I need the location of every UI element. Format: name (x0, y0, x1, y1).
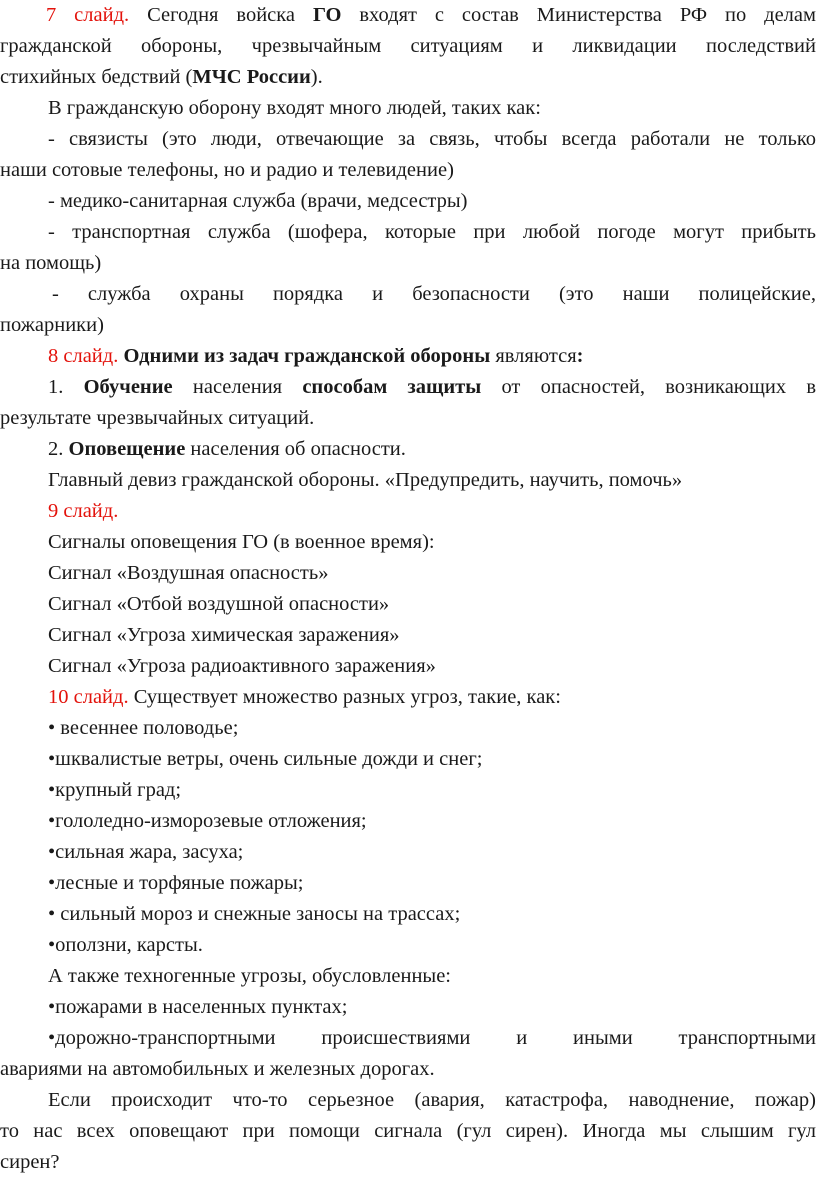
slide-label: 7 слайд. (46, 4, 130, 26)
paragraph-slide-7-line-3 (0, 62, 816, 93)
slide-9-label: 9 слайд. (48, 500, 119, 522)
text: Существует множество разных угроз, такие, как: (128, 686, 561, 708)
paragraph-slide-7-line-2: гражданской обороны, чрезвычайным ситуациям и ликвидации последствий (0, 35, 816, 57)
signal-item: Сигнал «Угроза радиоактивного заражения» (48, 655, 436, 677)
slide-label: 8 слайд. (48, 345, 119, 367)
paragraph-sirens-line-1: Если происходит что-то серьезное (авария, катастрофа, наводнение, пожар) (48, 1089, 816, 1111)
technogenic-item: •пожарами в населенных пунктах; (48, 996, 348, 1018)
text: населения об опасности. (185, 438, 406, 460)
text: являются (490, 345, 577, 367)
text: от опасностей, возникающих в (481, 376, 816, 398)
paragraph-sirens-line-3: сирен? (0, 1151, 60, 1173)
bold-text: Обучение (83, 376, 173, 398)
paragraph-slide-10 (48, 682, 816, 713)
item-signalmen-line-1: - связисты (это люди, отвечающие за связь, чтобы всегда работали не только (48, 128, 816, 150)
signal-item: Сигнал «Угроза химическая заражения» (48, 624, 400, 646)
threat-item: •лесные и торфяные пожары; (48, 872, 304, 894)
technogenic-item-continued: авариями на автомобильных и железных дорогах. (0, 1058, 435, 1080)
bold-text: МЧС России (192, 66, 311, 88)
bold-text: способам защиты (302, 376, 482, 398)
task-2 (48, 434, 816, 465)
signal-item: Сигнал «Воздушная опасность» (48, 562, 329, 584)
text: входят с состав Министерства РФ по делам (341, 4, 816, 26)
signal-item: Сигнал «Отбой воздушной опасности» (48, 593, 390, 615)
text: 2. (48, 438, 69, 460)
bold-text: Оповещение (68, 438, 186, 460)
paragraph-sirens-line-2: то нас всех оповещают при помощи сигнала (гул сирен). Иногда мы слышим гул (0, 1120, 816, 1142)
motto-line: Главный девиз гражданской обороны. «Предупредить, научить, помочь» (48, 469, 683, 491)
technogenic-heading: А также техногенные угрозы, обусловленные: (48, 965, 452, 987)
paragraph-civil-defense-intro: В гражданскую оборону входят много людей, таких как: (48, 97, 541, 119)
bold-text: ГО (312, 4, 342, 26)
threat-item: •гололедно-изморозевые отложения; (48, 810, 367, 832)
signals-heading: Сигналы оповещения ГО (в военное время): (48, 531, 435, 553)
threat-item: •шквалистые ветры, очень сильные дожди и снег; (48, 748, 483, 770)
item-signalmen-line-2: наши сотовые телефоны, но и радио и телевидение) (0, 159, 454, 181)
bold-text: : (576, 345, 584, 367)
threat-item: •оползни, карсты. (48, 934, 203, 956)
text: стихийных бедствий ( (0, 66, 193, 88)
threat-item: •крупный град; (48, 779, 182, 801)
paragraph-slide-7-line-1 (0, 0, 816, 31)
text: Сегодня войска (129, 4, 313, 26)
item-transport-line-1: - транспортная служба (шофера, которые при любой погоде могут прибыть (48, 221, 816, 243)
technogenic-item: •дорожно-транспортными происшествиями и иными транспортными (48, 1027, 816, 1049)
threat-item: •сильная жара, засуха; (48, 841, 244, 863)
item-transport-line-2: на помощь) (0, 252, 102, 274)
paragraph-slide-8 (48, 341, 816, 372)
text: 1. (48, 376, 84, 398)
threat-item: • весеннее половодье; (48, 717, 239, 739)
text: ). (310, 66, 323, 88)
slide-label: 10 слайд. (48, 686, 129, 708)
item-security-line-2: пожарники) (0, 314, 104, 336)
item-security-line-1: - служба охраны порядка и безопасности (это наши полицейские, (52, 283, 816, 305)
bold-text: Одними из задач гражданской обороны (118, 345, 491, 367)
threat-item: • сильный мороз и снежные заносы на трассах; (48, 903, 461, 925)
item-medical-service: - медико-санитарная служба (врачи, медсестры) (48, 190, 468, 212)
task-1-line-1 (0, 372, 816, 403)
task-1-line-2: результате чрезвычайных ситуаций. (0, 407, 315, 429)
text: населения (172, 376, 303, 398)
